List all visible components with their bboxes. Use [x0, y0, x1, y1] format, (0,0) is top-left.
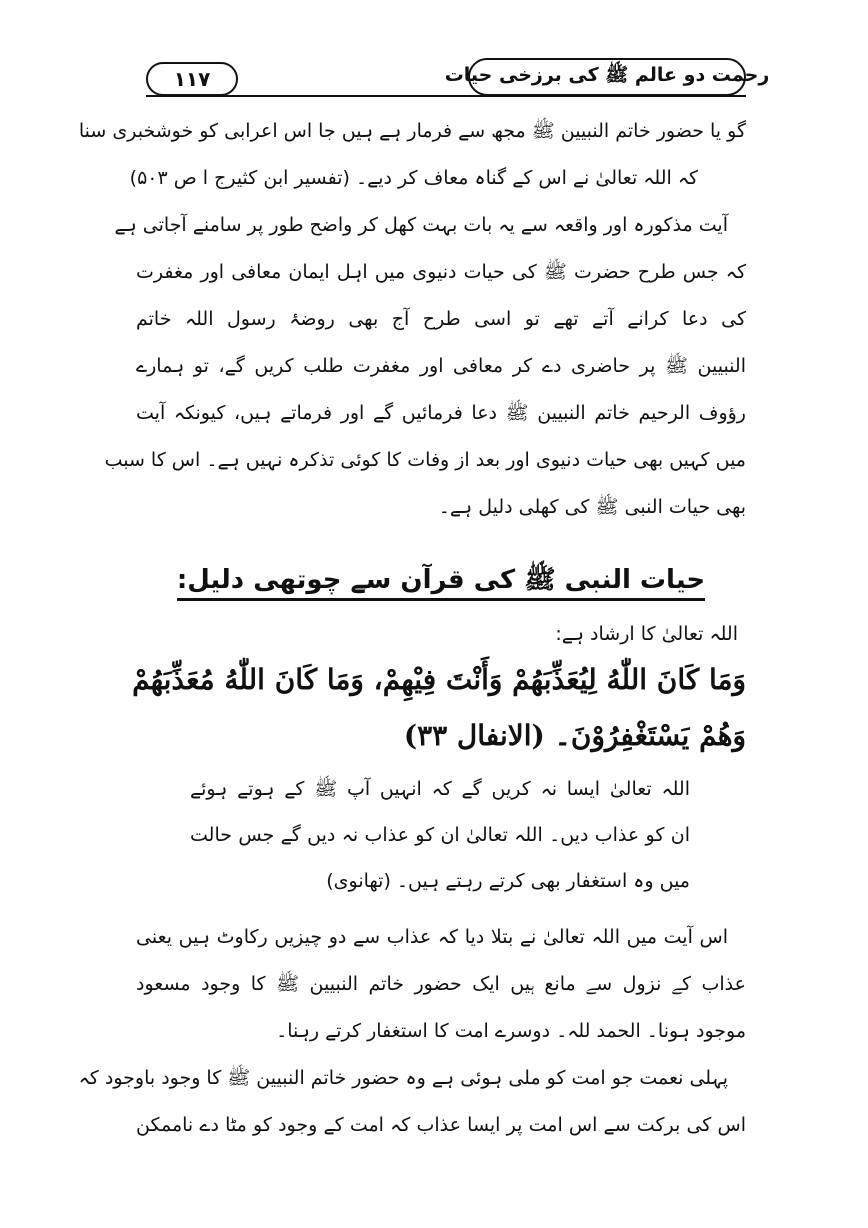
lower-paragraph: [78, 914, 746, 1149]
paragraph-line: بھی حیات النبی ﷺ کی کھلی دلیل ہے۔: [438, 496, 746, 518]
verse-intro-label: اللہ تعالیٰ کا ارشاد ہے:: [555, 623, 738, 645]
translation-line: ان کو عذاب دیں۔ اللہ تعالیٰ ان کو عذاب نہ دیں گے جس حالت: [190, 824, 690, 846]
page-number-text: ۱۱۷: [173, 67, 211, 91]
translation-line: اللہ تعالیٰ ایسا نہ کریں گے کہ انہیں آپ ﷺ کے ہوتے ہوئے: [190, 778, 690, 800]
header-title-text: رحمت دو عالم ﷺ کی برزخی حیات: [444, 64, 770, 86]
paragraph-line: کہ جس طرح حضرت ﷺ کی حیات دنیوی میں اہل ایمان معافی اور مغفرت: [136, 261, 746, 283]
paragraph-line: رؤوف الرحیم خاتم النبیین ﷺ دعا فرمائیں گے اور فرماتے ہیں، کیونکہ آیت: [136, 402, 746, 424]
paragraph-line: کی دعا کرانے آتے تھے تو اسی طرح آج بھی روضۂ رسول اللہ خاتم: [136, 308, 746, 330]
paragraph-line: النبیین ﷺ پر حاضری دے کر معافی اور مغفرت طلب کریں گے، تو ہمارے: [136, 355, 746, 377]
verse-line: وَمَا كَانَ اللّٰهُ لِيُعَذِّبَهُمْ وَأَنْتَ فِيْهِمْ، وَمَا كَانَ اللّٰهُ مُعَذِّبَهُمْ: [132, 663, 746, 696]
paragraph-line: کہ اللہ تعالیٰ نے اس کے گناہ معاف کر دیے۔ (تفسیر ابن کثیرج ا ص ۵۰۳): [129, 167, 698, 189]
paragraph-line: موجود ہونا۔ الحمد للہ۔ دوسرے امت کا استغفار کرتے رہنا۔: [276, 1020, 746, 1042]
running-header-title: [444, 58, 770, 96]
verse-translation: [190, 766, 690, 904]
paragraph-line: میں کہیں بھی حیات دنیوی اور بعد از وفات کا کوئی تذکرہ نہیں ہے۔ اس کا سبب: [104, 449, 746, 471]
paragraph-line: آیت مذکورہ اور واقعہ سے یہ بات بہت کھل کر واضح طور پر سامنے آجاتی ہے: [114, 214, 728, 236]
upper-paragraph: [78, 108, 746, 531]
translation-line: میں وہ استغفار بھی کرتے رہتے ہیں۔ (تھانوی): [326, 870, 690, 892]
section-heading-text: حیات النبی ﷺ کی قرآن سے چوتھی دلیل:: [177, 565, 705, 601]
verse-line: وَهُمْ يَسْتَغْفِرُوْنَ۔ (الانفال ۳۳): [403, 719, 746, 752]
page-number-badge: [146, 62, 238, 96]
paragraph-line: پہلی نعمت جو امت کو ملی ہوئی ہے وہ حضور خاتم النبیین ﷺ کا وجود باوجود کہ: [78, 1067, 728, 1089]
paragraph-line: عذاب کے نزول سے مانع ہیں ایک حضور خاتم النبیین ﷺ کا وجود مسعود: [136, 973, 746, 995]
paragraph-line: اس کی برکت سے اس امت پر ایسا عذاب کہ امت کے وجود کو مٹا دے ناممکن: [136, 1114, 746, 1136]
paragraph-line: اس آیت میں اللہ تعالیٰ نے بتلا دیا کہ عذاب سے دو چیزیں رکاوٹ ہیں یعنی: [136, 926, 728, 948]
section-heading: [136, 552, 746, 608]
quran-verse: [132, 652, 746, 764]
paragraph-line: گو یا حضور خاتم النبیین ﷺ مجھ سے فرمار ہے ہیں جا اس اعرابی کو خوشخبری سنا: [78, 120, 746, 142]
header-divider: [146, 95, 746, 97]
